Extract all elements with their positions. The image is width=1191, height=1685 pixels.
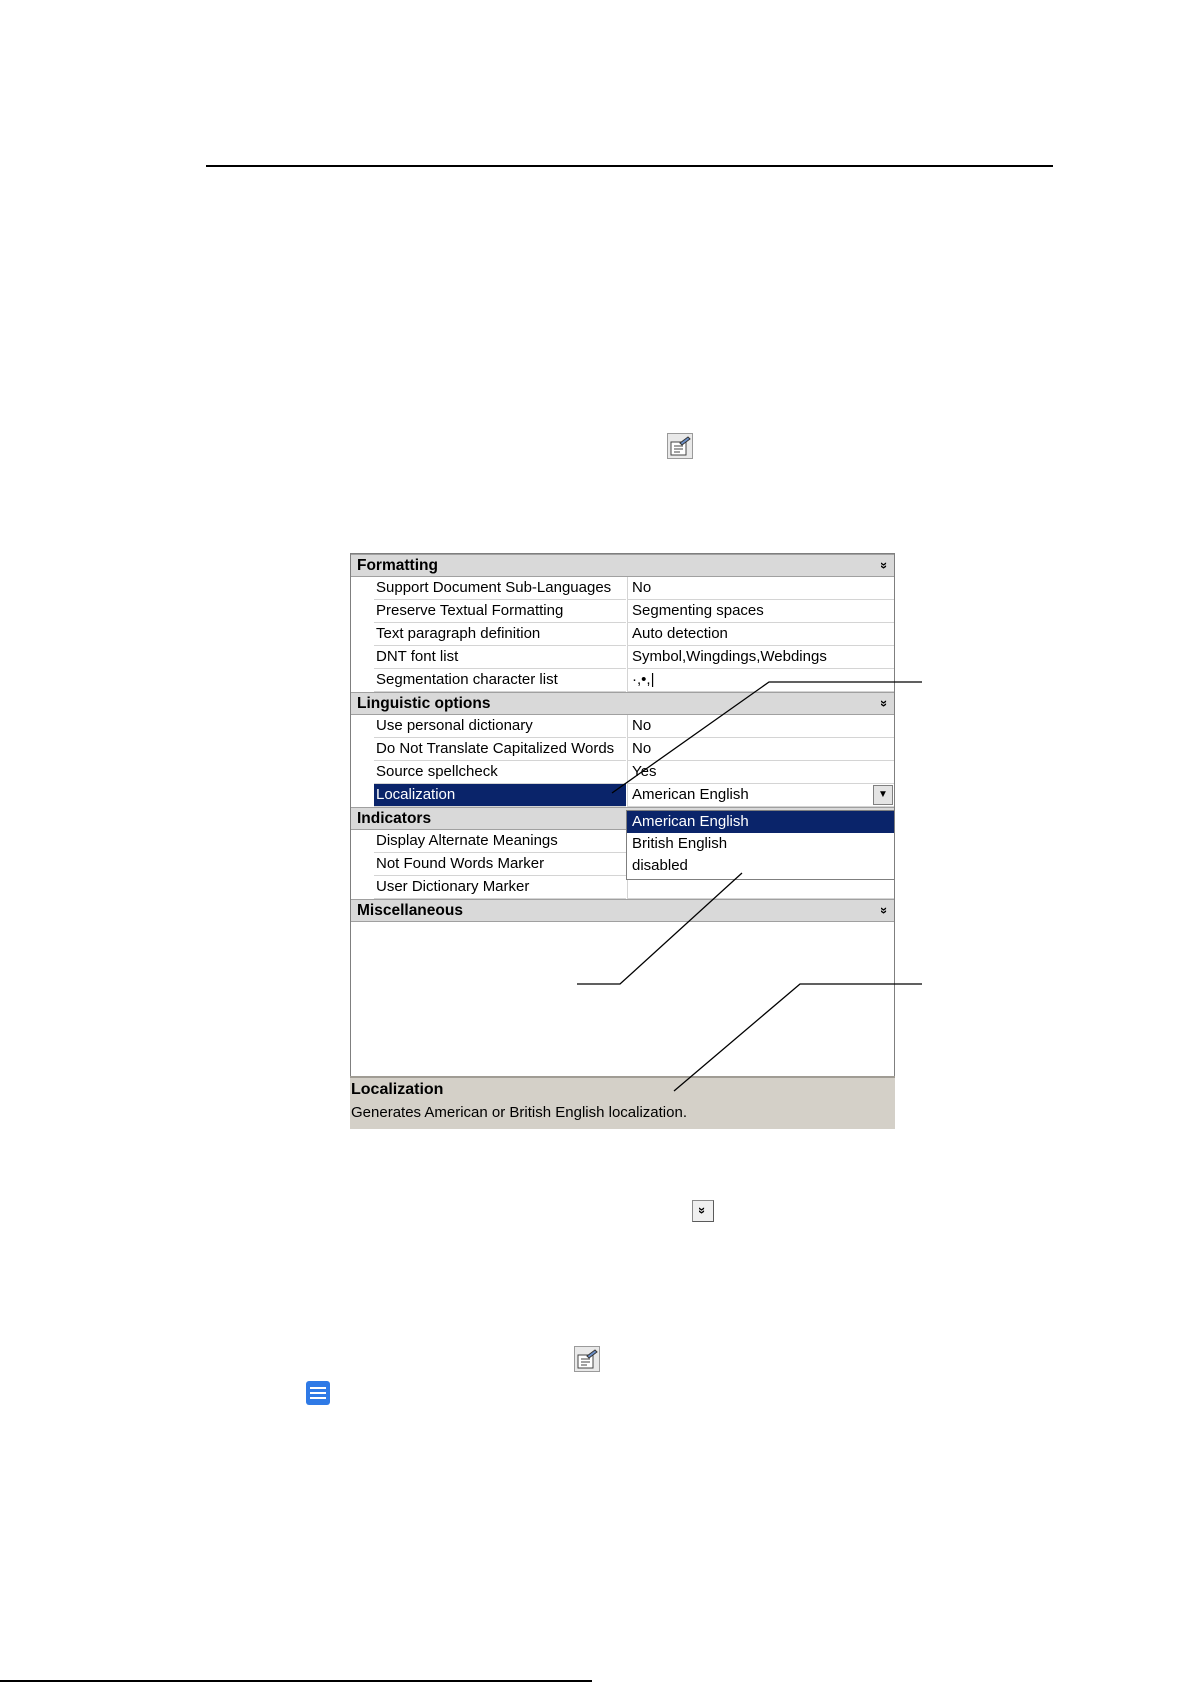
- property-value[interactable]: Segmenting spaces: [627, 600, 894, 623]
- list-icon: [306, 1381, 330, 1405]
- collapse-icon[interactable]: »: [876, 561, 892, 570]
- collapse-icon[interactable]: »: [876, 906, 892, 915]
- dropdown-option[interactable]: British English: [632, 835, 728, 852]
- property-grid: [350, 553, 895, 1129]
- category-miscellaneous[interactable]: Miscellaneous »: [351, 899, 894, 922]
- property-value[interactable]: Auto detection: [627, 623, 894, 646]
- property-row[interactable]: [351, 577, 894, 600]
- collapse-icon[interactable]: »: [876, 699, 892, 708]
- dropdown-option[interactable]: disabled: [632, 857, 688, 874]
- property-name: Source spellcheck: [374, 761, 626, 784]
- property-value[interactable]: No: [627, 577, 894, 600]
- category-indicators[interactable]: Indicators: [351, 807, 894, 830]
- footer-rule: [0, 1680, 592, 1682]
- category-linguistic-options[interactable]: Linguistic options »: [351, 692, 894, 715]
- properties-icon: [574, 1346, 600, 1372]
- property-row[interactable]: [351, 669, 894, 692]
- property-row[interactable]: [351, 646, 894, 669]
- property-name: Localization: [374, 784, 626, 807]
- property-name: Display Alternate Meanings: [374, 830, 626, 853]
- property-row-localization[interactable]: [351, 784, 894, 807]
- property-name: DNT font list: [374, 646, 626, 669]
- property-name: Do Not Translate Capitalized Words: [374, 738, 626, 761]
- properties-icon: [667, 433, 693, 459]
- description-title: Localization: [351, 1081, 444, 1098]
- localization-dropdown-list[interactable]: [626, 810, 895, 880]
- property-name: User Dictionary Marker: [374, 876, 626, 899]
- property-name: Segmentation character list: [374, 669, 626, 692]
- property-value[interactable]: ·,•,|: [627, 669, 894, 692]
- property-row[interactable]: [351, 623, 894, 646]
- collapse-chevron-icon: »: [692, 1200, 714, 1222]
- description-text: Generates American or British English localization.: [351, 1104, 687, 1121]
- description-pane: [350, 1076, 895, 1129]
- property-value[interactable]: No: [627, 738, 894, 761]
- property-name: Preserve Textual Formatting: [374, 600, 626, 623]
- property-value[interactable]: No: [627, 715, 894, 738]
- property-name: Text paragraph definition: [374, 623, 626, 646]
- header-rule: [206, 165, 1053, 167]
- property-row[interactable]: [351, 738, 894, 761]
- property-row[interactable]: [351, 761, 894, 784]
- dropdown-option[interactable]: American English: [627, 811, 894, 833]
- property-name: Support Document Sub-Languages: [374, 577, 626, 600]
- property-value[interactable]: Yes: [627, 761, 894, 784]
- property-row[interactable]: [351, 715, 894, 738]
- property-name: Use personal dictionary: [374, 715, 626, 738]
- property-name: Not Found Words Marker: [374, 853, 626, 876]
- property-value[interactable]: Symbol,Wingdings,Webdings: [627, 646, 894, 669]
- category-formatting[interactable]: Formatting »: [351, 554, 894, 577]
- property-row[interactable]: [351, 600, 894, 623]
- localization-select[interactable]: American English ▼: [627, 784, 894, 807]
- dropdown-arrow-icon[interactable]: ▼: [873, 785, 893, 805]
